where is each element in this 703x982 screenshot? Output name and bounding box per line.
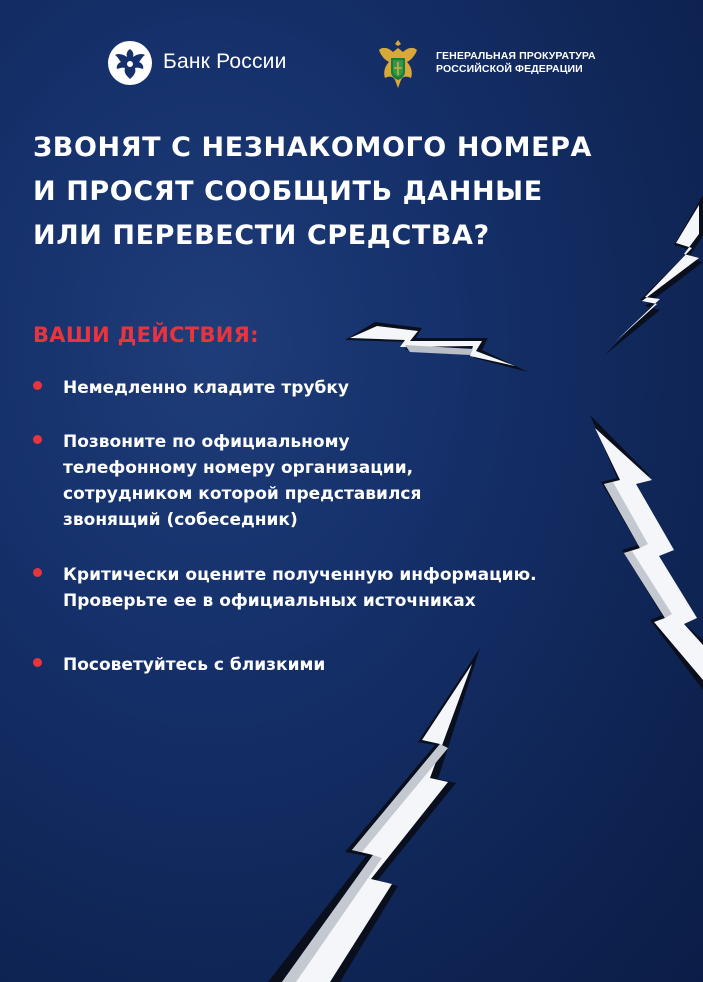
action-text-line: телефонному номеру организации, bbox=[63, 458, 414, 478]
bullet-dot-icon bbox=[33, 435, 42, 444]
action-text bbox=[63, 375, 643, 401]
prosecutor-office-name-line: РОССИЙСКОЙ ФЕДЕРАЦИИ bbox=[436, 63, 583, 75]
actions-title: ВАШИ ДЕЙСТВИЯ: bbox=[33, 323, 259, 347]
action-text-line: Проверьте ее в официальных источниках bbox=[63, 591, 476, 611]
prosecutor-office-name-line: ГЕНЕРАЛЬНАЯ ПРОКУРАТУРА bbox=[436, 50, 596, 62]
headline-line: И ПРОСЯТ СООБЩИТЬ ДАННЫЕ bbox=[33, 176, 543, 207]
bullet-dot-icon bbox=[33, 568, 42, 577]
action-text-line: звонящий (собеседник) bbox=[63, 510, 298, 530]
header bbox=[0, 36, 703, 96]
action-text-line: сотрудником которой представился bbox=[63, 484, 422, 504]
headline bbox=[33, 126, 673, 258]
prosecutor-office-name bbox=[436, 50, 596, 76]
action-text bbox=[63, 429, 643, 533]
headline-line: ЗВОНЯТ С НЕЗНАКОМОГО НОМЕРА bbox=[33, 132, 592, 163]
bullet-dot-icon bbox=[33, 381, 42, 390]
bank-of-russia-logo-icon bbox=[107, 40, 153, 86]
headline-line: ИЛИ ПЕРЕВЕСТИ СРЕДСТВА? bbox=[33, 220, 490, 251]
bank-of-russia-name: Банк России bbox=[163, 50, 287, 73]
lightning-bolt-icon bbox=[268, 648, 480, 982]
action-text bbox=[63, 652, 643, 678]
bullet-dot-icon bbox=[33, 658, 42, 667]
action-text-line: Критически оцените полученную информацию. bbox=[63, 565, 537, 585]
lightning-bolt-icon bbox=[345, 322, 528, 372]
action-text-line: Посоветуйтесь с близкими bbox=[63, 655, 326, 675]
action-text-line: Немедленно кладите трубку bbox=[63, 378, 349, 398]
action-text-line: Позвоните по официальному bbox=[63, 432, 350, 452]
action-text bbox=[63, 562, 643, 614]
prosecutor-emblem-icon bbox=[373, 36, 423, 92]
